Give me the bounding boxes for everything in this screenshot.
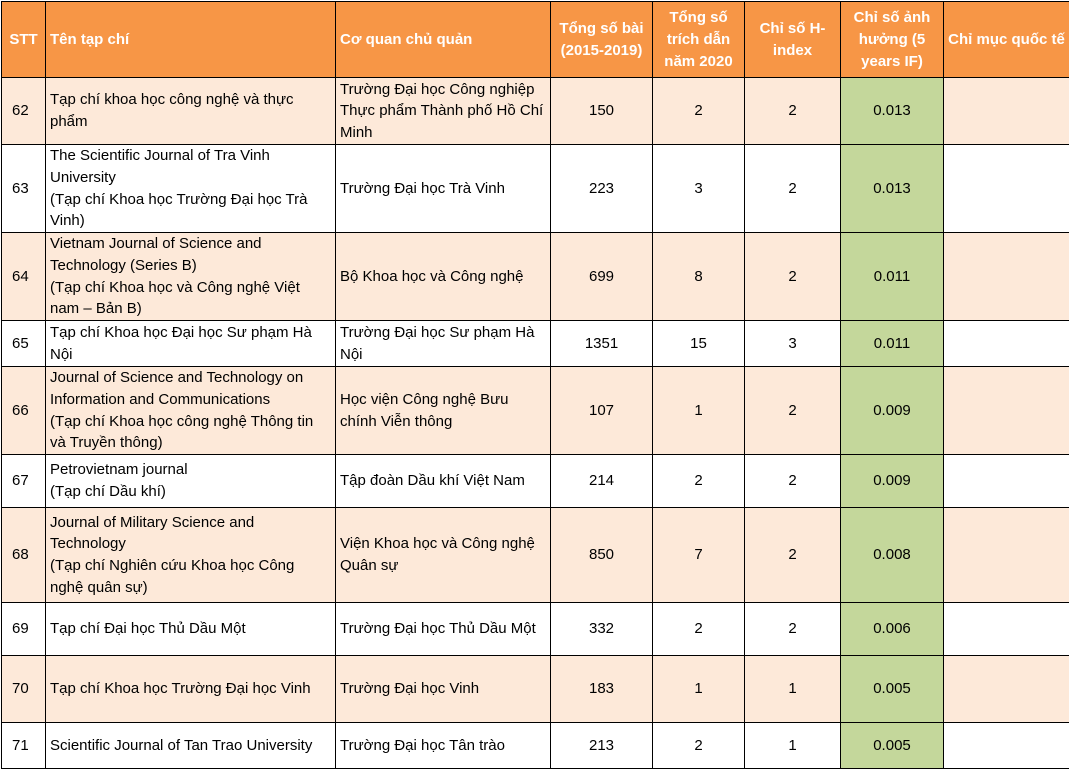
cell-h-index: 2 <box>745 603 841 656</box>
cell-citation-count: 8 <box>653 233 745 321</box>
cell-impact-factor: 0.008 <box>841 508 944 603</box>
cell-stt: 66 <box>2 367 46 455</box>
table-row <box>2 145 1069 233</box>
cell-journal-name: Petrovietnam journal (Tạp chí Dầu khí) <box>46 455 336 508</box>
cell-international-index <box>944 78 1069 145</box>
cell-agency: Học viện Công nghệ Bưu chính Viễn thông <box>336 367 551 455</box>
cell-h-index: 1 <box>745 656 841 723</box>
header-journal-name: Tên tạp chí <box>46 2 336 78</box>
cell-article-count: 850 <box>551 508 653 603</box>
cell-agency: Trường Đại học Sư phạm Hà Nội <box>336 321 551 367</box>
cell-impact-factor: 0.011 <box>841 233 944 321</box>
cell-agency: Bộ Khoa học và Công nghệ <box>336 233 551 321</box>
cell-impact-factor: 0.005 <box>841 656 944 723</box>
header-international-index: Chỉ mục quốc tế <box>944 2 1069 78</box>
cell-article-count: 183 <box>551 656 653 723</box>
cell-h-index: 2 <box>745 78 841 145</box>
cell-agency: Trường Đại học Thủ Dầu Một <box>336 603 551 656</box>
cell-citation-count: 1 <box>653 367 745 455</box>
cell-impact-factor: 0.009 <box>841 367 944 455</box>
cell-citation-count: 2 <box>653 455 745 508</box>
cell-journal-name: The Scientific Journal of Tra Vinh University (Tạp chí Khoa học Trường Đại học Trà Vinh) <box>46 145 336 233</box>
header-h-index: Chỉ số H-index <box>745 2 841 78</box>
header-article-count: Tổng số bài (2015-2019) <box>551 2 653 78</box>
cell-journal-name: Tạp chí Khoa học Đại học Sư phạm Hà Nội <box>46 321 336 367</box>
cell-article-count: 213 <box>551 723 653 769</box>
cell-agency: Trường Đại học Vinh <box>336 656 551 723</box>
cell-stt: 63 <box>2 145 46 233</box>
cell-citation-count: 2 <box>653 723 745 769</box>
header-citation-count: Tổng số trích dẫn năm 2020 <box>653 2 745 78</box>
cell-journal-name: Journal of Military Science and Technology (Tạp chí Nghiên cứu Khoa học Công nghệ quân sự) <box>46 508 336 603</box>
cell-stt: 65 <box>2 321 46 367</box>
cell-impact-factor: 0.006 <box>841 603 944 656</box>
cell-journal-name: Tạp chí Khoa học Trường Đại học Vinh <box>46 656 336 723</box>
cell-journal-name: Vietnam Journal of Science and Technology (Series B) (Tạp chí Khoa học và Công nghệ Việt nam – Bản B) <box>46 233 336 321</box>
cell-impact-factor: 0.013 <box>841 78 944 145</box>
cell-stt: 70 <box>2 656 46 723</box>
cell-journal-name: Tạp chí Đại học Thủ Dầu Một <box>46 603 336 656</box>
cell-international-index <box>944 508 1069 603</box>
table-row <box>2 656 1069 723</box>
table-row <box>2 455 1069 508</box>
cell-h-index: 1 <box>745 723 841 769</box>
table-row <box>2 603 1069 656</box>
cell-stt: 64 <box>2 233 46 321</box>
header-impact-factor: Chỉ số ảnh hưởng (5 years IF) <box>841 2 944 78</box>
table-row <box>2 233 1069 321</box>
cell-international-index <box>944 233 1069 321</box>
header-agency: Cơ quan chủ quản <box>336 2 551 78</box>
table-row <box>2 723 1069 769</box>
cell-h-index: 2 <box>745 145 841 233</box>
header-stt: STT <box>2 2 46 78</box>
cell-h-index: 2 <box>745 455 841 508</box>
cell-h-index: 2 <box>745 367 841 455</box>
cell-stt: 69 <box>2 603 46 656</box>
cell-international-index <box>944 367 1069 455</box>
journal-ranking-table <box>1 1 1069 769</box>
cell-agency: Trường Đại học Trà Vinh <box>336 145 551 233</box>
cell-stt: 62 <box>2 78 46 145</box>
cell-agency: Tập đoàn Dầu khí Việt Nam <box>336 455 551 508</box>
cell-impact-factor: 0.011 <box>841 321 944 367</box>
cell-international-index <box>944 723 1069 769</box>
cell-citation-count: 15 <box>653 321 745 367</box>
cell-stt: 71 <box>2 723 46 769</box>
cell-international-index <box>944 656 1069 723</box>
cell-citation-count: 7 <box>653 508 745 603</box>
cell-journal-name: Tạp chí khoa học công nghệ và thực phẩm <box>46 78 336 145</box>
cell-agency: Viện Khoa học và Công nghệ Quân sự <box>336 508 551 603</box>
cell-impact-factor: 0.009 <box>841 455 944 508</box>
table-row <box>2 367 1069 455</box>
cell-citation-count: 2 <box>653 603 745 656</box>
cell-citation-count: 3 <box>653 145 745 233</box>
cell-journal-name: Scientific Journal of Tan Trao University <box>46 723 336 769</box>
table-header-row <box>2 2 1069 78</box>
cell-article-count: 1351 <box>551 321 653 367</box>
cell-h-index: 2 <box>745 233 841 321</box>
cell-international-index <box>944 321 1069 367</box>
cell-article-count: 107 <box>551 367 653 455</box>
cell-article-count: 223 <box>551 145 653 233</box>
cell-article-count: 699 <box>551 233 653 321</box>
cell-agency: Trường Đại học Công nghiệp Thực phẩm Thành phố Hồ Chí Minh <box>336 78 551 145</box>
cell-impact-factor: 0.013 <box>841 145 944 233</box>
cell-journal-name: Journal of Science and Technology on Information and Communications (Tạp chí Khoa học công nghệ Thông tin và Truyền thông) <box>46 367 336 455</box>
cell-stt: 67 <box>2 455 46 508</box>
cell-citation-count: 2 <box>653 78 745 145</box>
cell-agency: Trường Đại học Tân trào <box>336 723 551 769</box>
cell-article-count: 214 <box>551 455 653 508</box>
cell-international-index <box>944 455 1069 508</box>
table-row <box>2 78 1069 145</box>
cell-h-index: 2 <box>745 508 841 603</box>
cell-international-index <box>944 145 1069 233</box>
cell-citation-count: 1 <box>653 656 745 723</box>
table-row <box>2 508 1069 603</box>
cell-impact-factor: 0.005 <box>841 723 944 769</box>
cell-stt: 68 <box>2 508 46 603</box>
cell-article-count: 150 <box>551 78 653 145</box>
cell-article-count: 332 <box>551 603 653 656</box>
cell-international-index <box>944 603 1069 656</box>
table-row <box>2 321 1069 367</box>
cell-h-index: 3 <box>745 321 841 367</box>
